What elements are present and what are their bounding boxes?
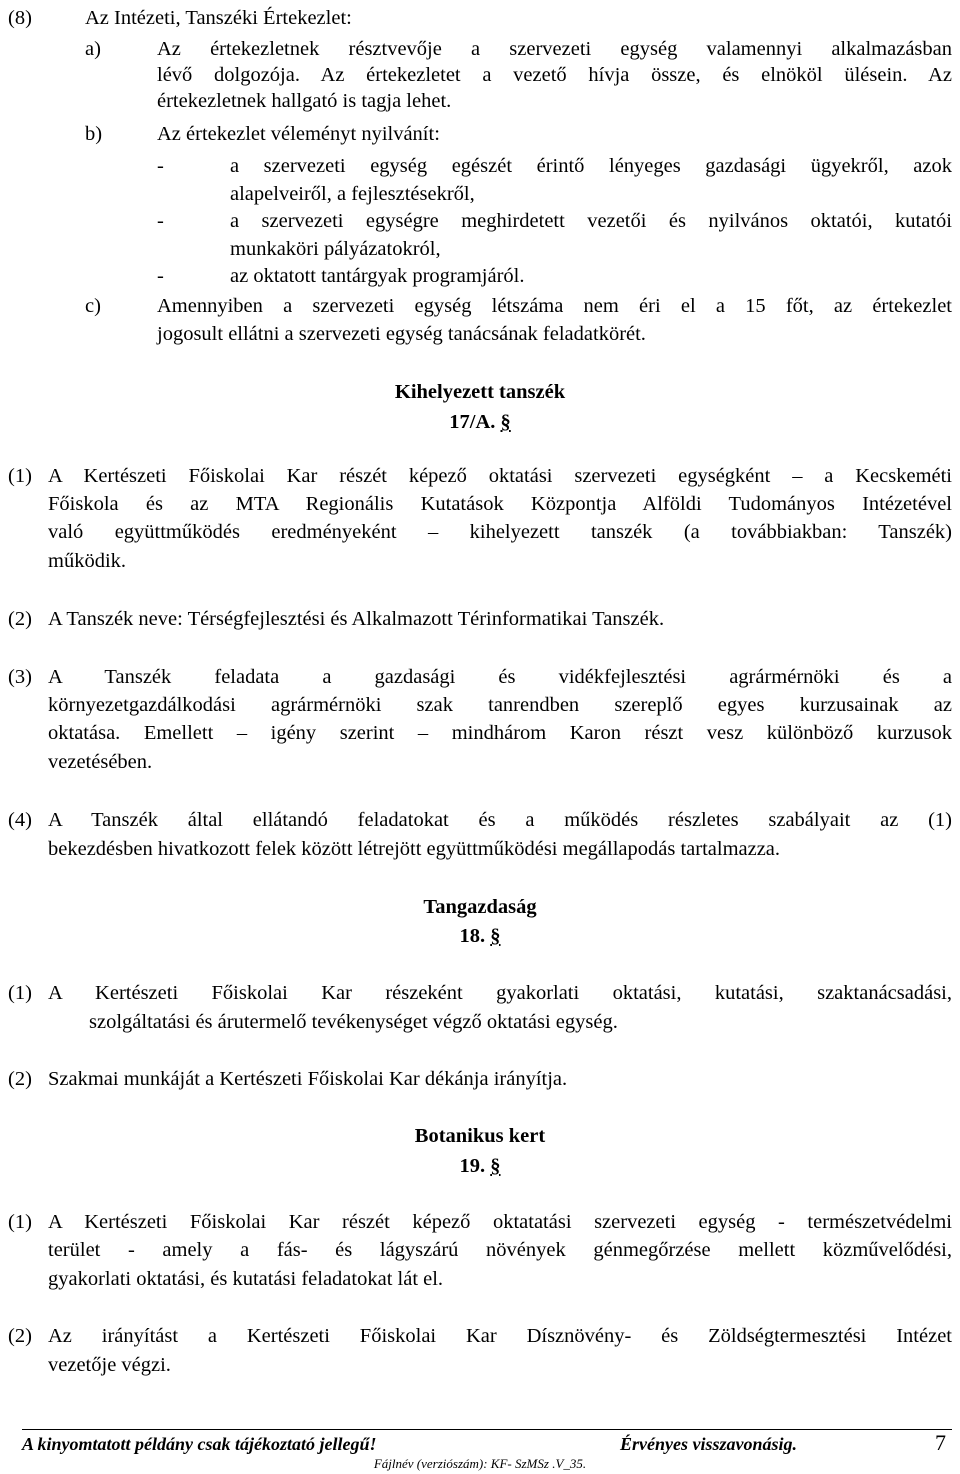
text-line: bekezdésben hivatkozott felek között létrejött együttműködési megállapodás tartalmazza. — [48, 838, 781, 860]
paragraph-number: (2) — [8, 608, 32, 630]
section-heading: Kihelyezett tanszék — [394, 381, 566, 403]
item-label-b: b) — [85, 123, 103, 145]
text-line: oktatása. Emellett – igény szerint – mindhárom Karon részt vesz különböző kurzusok — [48, 722, 952, 744]
text-line: Az értekezlet véleményt nyilvánít: — [157, 123, 440, 145]
paragraph-number: (1) — [8, 465, 32, 487]
section-number — [0, 922, 960, 950]
section-number — [0, 1152, 960, 1180]
list-item-text: alapelveiről, a fejlesztésekről, — [230, 183, 475, 205]
footer-divider — [22, 1429, 952, 1430]
list-dash: - — [157, 155, 164, 177]
paragraph-number: (3) — [8, 666, 32, 688]
list-item-text: az oktatott tantárgyak programjáról. — [230, 265, 525, 287]
text-line: A Tanszék feladata a gazdasági és vidékfejlesztési agrármérnöki és a — [48, 666, 952, 688]
text-line: A Tanszék neve: Térségfejlesztési és Alkalmazott Térinformatikai Tanszék. — [48, 608, 665, 630]
section-sign: § — [490, 925, 501, 947]
paragraph-number: (1) — [8, 982, 32, 1004]
text-line: jogosult ellátni a szervezeti egység tanácsának feladatkörét. — [157, 323, 646, 345]
section-number-text: 19. — [459, 1155, 486, 1177]
text-line: vezetője végzi. — [48, 1354, 171, 1376]
text-line: gyakorlati oktatási, és kutatási feladatokat lát el. — [48, 1268, 444, 1290]
text-line: Amennyiben a szervezeti egység létszáma nem éri el a 15 főt, az értekezlet — [157, 295, 952, 317]
section-heading: Botanikus kert — [414, 1125, 546, 1147]
section-title: Az Intézeti, Tanszéki Értekezlet: — [85, 7, 352, 29]
section-number-text: 18. — [459, 925, 486, 947]
paragraph-number: (1) — [8, 1211, 32, 1233]
paragraph-number: (2) — [8, 1068, 32, 1090]
list-dash: - — [157, 265, 164, 287]
text-line: környezetgazdálkodási agrármérnöki szak tanrendben szereplő egyes kurzusainak az — [48, 694, 952, 716]
text-line: szolgáltatási és árutermelő tevékenységet végző oktatási egység. — [89, 1011, 618, 1033]
text-line: értekezletnek hallgató is tagja lehet. — [157, 90, 452, 112]
text-line: való együttműködés eredményeként – kihelyezett tanszék (a továbbiakban: Tanszék) — [48, 521, 952, 543]
footer-filename: Fájlnév (verziószám): KF- SzMSz .V_35. — [373, 1456, 587, 1471]
section-sign: § — [490, 1155, 501, 1177]
text-line: terület - amely a fás- és lágyszárú növények génmegőrzése mellett közművelődési, — [48, 1239, 952, 1261]
section-sign: § — [500, 411, 511, 433]
text-line: A Kertészeti Főiskolai Kar részeként gyakorlati oktatási, kutatási, szaktanácsadási, — [48, 982, 952, 1004]
text-line: A Tanszék által ellátandó feladatokat és a működés részletes szabályait az (1) — [48, 809, 952, 831]
item-label-c: c) — [85, 295, 101, 317]
list-item-text: munkaköri pályázatokról, — [230, 238, 441, 260]
text-line: A Kertészeti Főiskolai Kar részét képező oktatási szervezeti egységként – a Kecskeméti — [48, 465, 952, 487]
section-heading: Tangazdaság — [423, 896, 537, 918]
list-item-text: a szervezeti egység egészét érintő lényeges gazdasági ügyekről, azok — [230, 155, 952, 177]
text-line: lévő dolgozója. Az értekezletet a vezető hívja össze, és elnököl ülésein. Az — [157, 64, 952, 86]
text-line: Az értekezletnek résztvevője a szervezeti egység valamennyi alkalmazásban — [157, 38, 952, 60]
text-line: Az irányítást a Kertészeti Főiskolai Kar Dísznövény- és Zöldségtermesztési Intézet — [48, 1325, 952, 1347]
page-number: 7 — [935, 1430, 946, 1455]
footer-validity: Érvényes visszavonásig. — [620, 1434, 797, 1454]
paragraph-number: (8) — [8, 7, 32, 29]
footer-disclaimer: A kinyomtatott példány csak tájékoztató jellegű! — [22, 1434, 377, 1454]
text-line: A Kertészeti Főiskolai Kar részét képező oktatatási szervezeti egység - természetvédelmi — [48, 1211, 952, 1233]
text-line: vezetésében. — [48, 751, 153, 773]
list-item-text: a szervezeti egységre meghirdetett vezetői és nyilvános oktatói, kutatói — [230, 210, 952, 232]
item-label-a: a) — [85, 38, 101, 60]
text-line: Főiskola és az MTA Regionális Kutatások Központja Alföldi Tudományos Intézetével — [48, 493, 952, 515]
section-number-text: 17/A. — [449, 411, 496, 433]
list-dash: - — [157, 210, 164, 232]
text-line: Szakmai munkáját a Kertészeti Főiskolai Kar dékánja irányítja. — [48, 1068, 568, 1090]
section-number — [0, 408, 960, 436]
paragraph-number: (4) — [8, 809, 32, 831]
paragraph-number: (2) — [8, 1325, 32, 1347]
text-line: működik. — [48, 550, 127, 572]
